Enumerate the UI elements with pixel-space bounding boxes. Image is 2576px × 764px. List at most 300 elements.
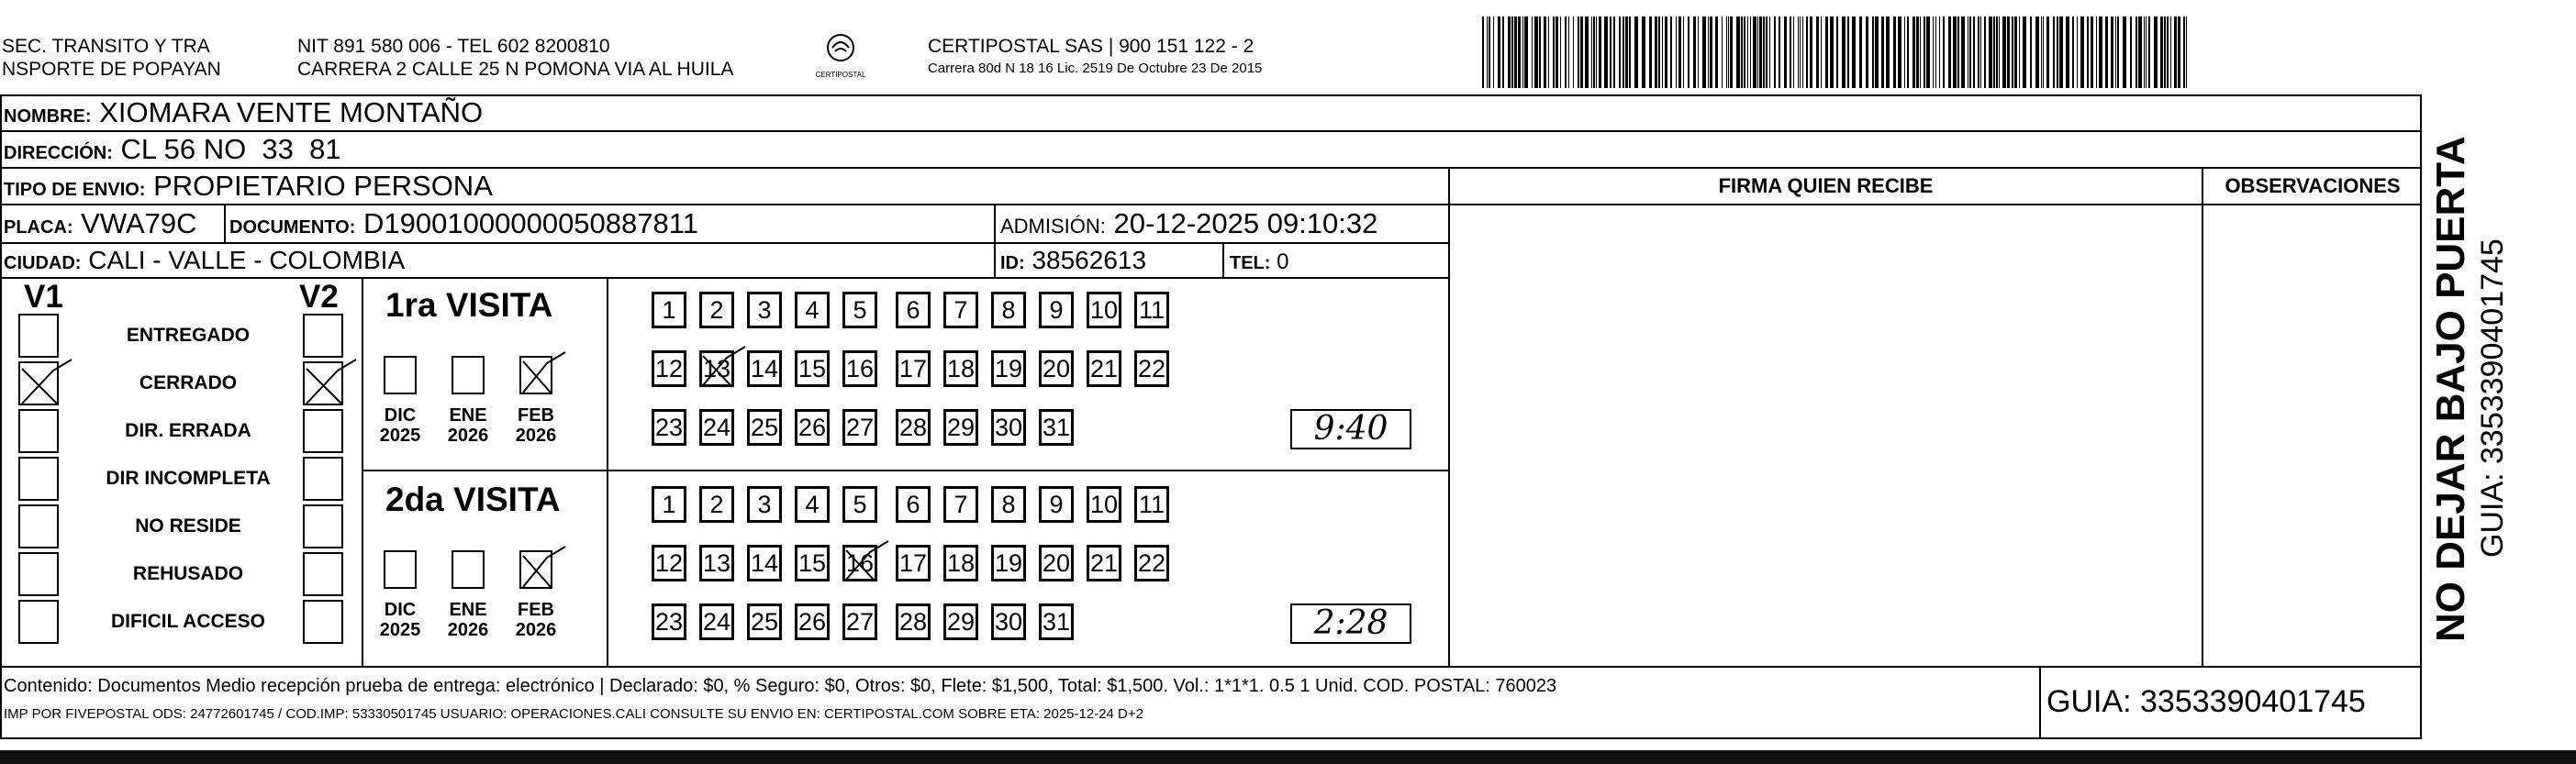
side-guia-number: GUIA: 3353390401745	[2475, 238, 2510, 558]
status-label: ENTREGADO	[126, 325, 251, 346]
barcode-bar	[1676, 17, 1677, 88]
second-visit-day-23[interactable]: 23	[652, 603, 686, 640]
barcode-bar	[1907, 17, 1909, 88]
barcode-bar	[1508, 17, 1511, 88]
status-label: DIR. ERRADA	[125, 420, 251, 441]
second-visit-day-21[interactable]: 21	[1087, 545, 1121, 581]
barcode-bar	[2057, 17, 2058, 88]
barcode-bar	[1933, 17, 1934, 88]
first-visit-day-1[interactable]: 1	[652, 292, 686, 328]
second-visit-day-22[interactable]: 22	[1134, 545, 1169, 581]
barcode-bar	[2080, 17, 2084, 88]
first-visit-day-22[interactable]: 22	[1134, 350, 1169, 387]
second-visit-month-checkbox[interactable]	[384, 550, 417, 589]
barcode-bar	[1769, 17, 1770, 88]
barcode-bar	[1872, 17, 1874, 88]
barcode-bar	[1816, 17, 1819, 88]
second-visit-day-13[interactable]: 13	[699, 545, 734, 581]
firma-area[interactable]	[1450, 205, 2202, 666]
barcode-bar	[1916, 17, 1919, 88]
barcode-bar	[1585, 17, 1589, 88]
second-visit-day-29[interactable]: 29	[943, 603, 978, 640]
barcode-bar	[2053, 17, 2055, 88]
barcode-bar	[1593, 17, 1595, 88]
second-visit-day-17[interactable]: 17	[896, 545, 931, 581]
direccion-field	[4, 133, 341, 170]
barcode-bar	[1821, 17, 1822, 88]
observaciones-area[interactable]	[2203, 205, 2422, 666]
second-visit-day-6[interactable]: 6	[896, 486, 931, 523]
first-visit-day-27[interactable]: 27	[842, 409, 877, 446]
barcode-bar	[2178, 17, 2180, 88]
tel-field	[1230, 246, 1288, 280]
barcode-bar	[1875, 17, 1879, 88]
barcode-bar	[1904, 17, 1905, 88]
barcode-bar	[1662, 17, 1663, 88]
barcode-bar	[1726, 17, 1727, 88]
month-label: FEB	[518, 405, 554, 426]
barcode-bar	[1939, 17, 1940, 88]
year-label: 2025	[379, 620, 421, 640]
barcode-bar	[1961, 17, 1965, 88]
barcode-bar	[1943, 17, 1945, 88]
barcode-bar	[1984, 17, 1986, 88]
barcode-bar	[2186, 17, 2187, 88]
v2-checkbox[interactable]	[303, 600, 343, 644]
barcode-bar	[2160, 17, 2163, 88]
carrier-line-2: Carrera 80d N 18 16 Lic. 2519 De Octubre 23 De 2015	[928, 61, 1263, 76]
barcode-bar	[1498, 17, 1500, 88]
barcode-bar	[1688, 17, 1689, 88]
barcode-bar	[1553, 17, 1555, 88]
barcode-bar	[2148, 17, 2150, 88]
second-visit-month-label	[440, 600, 496, 640]
month-label: ENE	[449, 600, 487, 620]
first-visit-day-9[interactable]: 9	[1039, 292, 1074, 328]
year-label: 2026	[515, 426, 557, 446]
barcode-bar	[2019, 17, 2020, 88]
barcode-bar	[2105, 17, 2108, 88]
bottom-edge-band	[0, 750, 2576, 764]
barcode-bar	[2023, 17, 2026, 88]
second-visit-day-18[interactable]: 18	[943, 545, 978, 581]
barcode-bar	[1532, 17, 1533, 88]
second-visit-day-8[interactable]: 8	[991, 486, 1026, 523]
month-label: ENE	[449, 405, 487, 426]
documento-value: D19001000000050887811	[363, 207, 698, 239]
first-visit-day-6[interactable]: 6	[896, 292, 931, 328]
first-visit-month-label	[440, 405, 496, 446]
tipo-envio-label: TIPO DE ENVIO:	[4, 180, 146, 200]
barcode-bar	[1514, 17, 1517, 88]
barcode-bar	[1806, 17, 1808, 88]
barcode-bar	[1658, 17, 1660, 88]
first-visit-day-24[interactable]: 24	[699, 409, 734, 446]
barcode-bar	[1518, 17, 1521, 88]
sender-address-line-1: NIT 891 580 006 - TEL 602 8200810	[297, 36, 610, 57]
first-visit-day-18[interactable]: 18	[943, 350, 978, 387]
first-visit-day-21[interactable]: 21	[1087, 350, 1121, 387]
v1-checkbox[interactable]	[18, 504, 59, 548]
v2-checkbox[interactable]	[303, 504, 343, 548]
barcode-bar	[1989, 17, 1992, 88]
barcode-bar	[1524, 17, 1528, 88]
barcode-bar	[1623, 17, 1624, 88]
placa-value: VWA79C	[81, 207, 197, 239]
barcode-bar	[1698, 17, 1699, 88]
barcode-bar	[1625, 17, 1628, 88]
v2-checkbox[interactable]	[303, 314, 343, 358]
barcode-bar	[1969, 17, 1971, 88]
barcode-bar	[1565, 17, 1567, 88]
first-visit-day-11[interactable]: 11	[1134, 292, 1169, 328]
barcode-bar	[1670, 17, 1672, 88]
second-visit-day-30[interactable]: 30	[991, 603, 1026, 640]
barcode-bar	[1487, 17, 1488, 88]
first-visit-month-label	[508, 405, 563, 446]
barcode-bar	[1655, 17, 1657, 88]
v1-checkbox[interactable]	[18, 457, 59, 501]
barcode-bar	[1924, 17, 1925, 88]
barcode-bar	[1999, 17, 2000, 88]
barcode-bar	[1912, 17, 1915, 88]
first-visit-month-label	[373, 405, 428, 446]
v1-checkbox[interactable]	[18, 361, 59, 405]
first-visit-day-16[interactable]: 16	[842, 350, 877, 387]
barcode-bar	[1482, 17, 1484, 88]
barcode-bar	[2035, 17, 2039, 88]
id-field	[1000, 244, 1146, 280]
barcode-bar	[1802, 17, 1803, 88]
barcode-bar	[1759, 17, 1762, 88]
barcode-bar	[1736, 17, 1740, 88]
barcode-bar	[2144, 17, 2145, 88]
v1-label: V1	[24, 279, 63, 315]
barcode-bar	[2136, 17, 2137, 88]
observaciones-header: OBSERVACIONES	[2225, 174, 2401, 197]
certipostal-logo	[815, 29, 866, 84]
month-label: DIC	[384, 600, 417, 620]
barcode	[1482, 17, 2191, 88]
second-visit-day-5[interactable]: 5	[842, 486, 877, 523]
barcode-bar	[2123, 17, 2126, 88]
sender-address-line-2: CARRERA 2 CALLE 25 N POMONA VIA AL HUILA	[297, 59, 734, 80]
first-visit-month-checkbox[interactable]	[384, 356, 417, 394]
barcode-bar	[1763, 17, 1765, 88]
year-label: 2026	[447, 620, 489, 640]
second-visit-day-1[interactable]: 1	[652, 486, 686, 523]
barcode-bar	[1800, 17, 1801, 88]
second-visit-day-31[interactable]: 31	[1039, 603, 1074, 640]
first-visit-title: 1ra VISITA	[385, 286, 553, 324]
status-label: DIR INCOMPLETA	[106, 468, 271, 489]
barcode-bar	[1596, 17, 1597, 88]
barcode-bar	[1741, 17, 1743, 88]
tipo-envio-field	[4, 170, 493, 206]
first-visit-day-26[interactable]: 26	[795, 409, 830, 446]
v2-checkbox[interactable]	[303, 409, 343, 453]
barcode-bar	[1757, 17, 1758, 88]
first-visit-day-10[interactable]: 10	[1087, 292, 1121, 328]
barcode-bar	[1715, 17, 1718, 88]
v2-checkbox[interactable]	[303, 457, 343, 501]
status-label: NO RESIDE	[135, 515, 241, 537]
second-visit-day-20[interactable]: 20	[1039, 545, 1074, 581]
barcode-bar	[1493, 17, 1494, 88]
ciudad-field	[4, 244, 405, 280]
barcode-bar	[2164, 17, 2166, 88]
second-visit-day-12[interactable]: 12	[652, 545, 686, 581]
second-visit-month-label	[373, 600, 428, 640]
second-visit-month-checkbox[interactable]	[452, 550, 485, 589]
barcode-bar	[2059, 17, 2063, 88]
barcode-bar	[1753, 17, 1756, 88]
barcode-bar	[2111, 17, 2113, 88]
second-visit-day-19[interactable]: 19	[991, 545, 1026, 581]
barcode-bar	[1744, 17, 1745, 88]
no-dejar-bajo-puerta-warning: NO DEJAR BAJO PUERTA	[2428, 136, 2473, 642]
v1-checkbox[interactable]	[18, 552, 59, 596]
first-visit-day-28[interactable]: 28	[896, 409, 931, 446]
first-visit-day-8[interactable]: 8	[991, 292, 1026, 328]
admision-value: 20-12-2025 09:10:32	[1113, 207, 1378, 239]
barcode-bar	[1886, 17, 1890, 88]
status-label: DIFICIL ACCESO	[110, 611, 265, 632]
barcode-bar	[1728, 17, 1729, 88]
barcode-bar	[2087, 17, 2089, 88]
barcode-bar	[1649, 17, 1652, 88]
first-visit-day-19[interactable]: 19	[991, 350, 1026, 387]
barcode-bar	[1578, 17, 1579, 88]
first-visit-day-3[interactable]: 3	[747, 292, 782, 328]
barcode-bar	[1881, 17, 1884, 88]
barcode-bar	[2117, 17, 2119, 88]
barcode-bar	[1560, 17, 1561, 88]
second-visit-day-26[interactable]: 26	[795, 603, 830, 640]
first-visit-day-23[interactable]: 23	[652, 409, 686, 446]
barcode-bar	[1534, 17, 1538, 88]
month-label: DIC	[384, 405, 417, 426]
barcode-bar	[2072, 17, 2074, 88]
barcode-bar	[1847, 17, 1849, 88]
second-visit-day-4[interactable]: 4	[795, 486, 830, 523]
documento-label: DOCUMENTO:	[229, 217, 356, 238]
barcode-bar	[2096, 17, 2097, 88]
first-visit-day-31[interactable]: 31	[1039, 409, 1074, 446]
carrier-line-1: CERTIPOSTAL SAS | 900 151 122 - 2	[928, 36, 1255, 57]
barcode-bar	[1784, 17, 1787, 88]
barcode-bar	[2091, 17, 2093, 88]
ciudad-value: CALI - VALLE - COLOMBIA	[88, 246, 406, 274]
second-visit-day-14[interactable]: 14	[747, 545, 782, 581]
direccion-value: CL 56 NO 33 81	[120, 133, 341, 165]
barcode-bar	[2007, 17, 2010, 88]
barcode-bar	[1842, 17, 1846, 88]
second-visit-day-27[interactable]: 27	[842, 603, 877, 640]
second-visit-day-15[interactable]: 15	[795, 545, 830, 581]
barcode-bar	[1859, 17, 1862, 88]
barcode-bar	[2002, 17, 2006, 88]
direccion-label: DIRECCIÓN:	[4, 143, 113, 163]
id-label: ID:	[1000, 253, 1025, 273]
barcode-bar	[2043, 17, 2044, 88]
barcode-bar	[1798, 17, 1799, 88]
barcode-bar	[1926, 17, 1930, 88]
first-visit-day-7[interactable]: 7	[943, 292, 978, 328]
second-visit-day-2[interactable]: 2	[699, 486, 734, 523]
barcode-bar	[2041, 17, 2042, 88]
first-visit-day-29[interactable]: 29	[943, 409, 978, 446]
firma-header: FIRMA QUIEN RECIBE	[1718, 174, 1934, 197]
v1-checkbox[interactable]	[18, 409, 59, 453]
barcode-bar	[1556, 17, 1558, 88]
barcode-bar	[1568, 17, 1569, 88]
second-visit-day-7[interactable]: 7	[943, 486, 978, 523]
barcode-bar	[1604, 17, 1608, 88]
sender-line-2: NSPORTE DE POPAYAN	[2, 59, 221, 80]
second-visit-day-16[interactable]: 16	[842, 545, 877, 581]
barcode-bar	[2012, 17, 2013, 88]
first-visit-month-checkbox[interactable]	[519, 356, 552, 394]
first-visit-month-checkbox[interactable]	[452, 356, 485, 394]
tel-value: 0	[1277, 249, 1289, 274]
first-visit-day-2[interactable]: 2	[699, 292, 734, 328]
barcode-bar	[1948, 17, 1951, 88]
barcode-bar	[1665, 17, 1667, 88]
tipo-envio-value: PROPIETARIO PERSONA	[153, 170, 493, 202]
barcode-bar	[1980, 17, 1981, 88]
barcode-bar	[1779, 17, 1780, 88]
second-visit-day-11[interactable]: 11	[1134, 486, 1169, 523]
v2-label: V2	[299, 279, 339, 315]
barcode-bar	[1810, 17, 1812, 88]
barcode-bar	[1502, 17, 1504, 88]
first-visit-day-13[interactable]: 13	[699, 350, 734, 387]
barcode-bar	[1619, 17, 1621, 88]
barcode-bar	[1973, 17, 1975, 88]
second-visit-month-checkbox[interactable]	[519, 550, 552, 589]
barcode-bar	[1836, 17, 1838, 88]
barcode-bar	[1774, 17, 1776, 88]
id-value: 38562613	[1032, 246, 1147, 274]
barcode-bar	[1634, 17, 1638, 88]
first-visit-day-4[interactable]: 4	[795, 292, 830, 328]
year-label: 2026	[515, 620, 557, 640]
barcode-bar	[1693, 17, 1696, 88]
barcode-bar	[1750, 17, 1751, 88]
year-label: 2026	[447, 426, 489, 446]
barcode-bar	[1957, 17, 1959, 88]
second-visit-day-24[interactable]: 24	[699, 603, 734, 640]
barcode-bar	[1866, 17, 1868, 88]
barcode-bar	[2183, 17, 2185, 88]
v2-checkbox[interactable]	[303, 361, 343, 405]
documento-field	[229, 207, 698, 244]
barcode-bar	[1702, 17, 1706, 88]
barcode-bar	[1898, 17, 1901, 88]
barcode-bar	[1522, 17, 1523, 88]
year-label: 2025	[379, 426, 421, 446]
barcode-bar	[1730, 17, 1733, 88]
second-visit-month-label	[508, 600, 563, 640]
barcode-bar	[1629, 17, 1631, 88]
barcode-bar	[2030, 17, 2032, 88]
barcode-bar	[2115, 17, 2116, 88]
second-visit-title: 2da VISITA	[385, 481, 561, 518]
second-visit-day-25[interactable]: 25	[747, 603, 782, 640]
barcode-bar	[2046, 17, 2049, 88]
first-visit-day-14[interactable]: 14	[747, 350, 782, 387]
barcode-bar	[1610, 17, 1611, 88]
svg-text:CERTIPOSTAL: CERTIPOSTAL	[815, 71, 866, 79]
nombre-field	[4, 96, 483, 133]
barcode-bar	[1613, 17, 1615, 88]
first-visit-day-25[interactable]: 25	[747, 409, 782, 446]
barcode-bar	[1996, 17, 1998, 88]
second-visit-handwritten-time: 2:28	[1290, 603, 1411, 644]
barcode-bar	[1539, 17, 1541, 88]
v2-checkbox[interactable]	[303, 552, 343, 596]
barcode-bar	[2174, 17, 2177, 88]
barcode-bar	[1683, 17, 1684, 88]
first-visit-day-30[interactable]: 30	[991, 409, 1026, 446]
barcode-bar	[1642, 17, 1645, 88]
barcode-bar	[1766, 17, 1768, 88]
barcode-bar	[1722, 17, 1723, 88]
tel-label: TEL:	[1230, 253, 1271, 273]
barcode-bar	[2170, 17, 2171, 88]
barcode-bar	[1953, 17, 1957, 88]
sender-line-1: SEC. TRANSITO Y TRA	[2, 36, 210, 57]
barcode-bar	[1708, 17, 1709, 88]
v1-checkbox[interactable]	[18, 314, 59, 358]
barcode-bar	[2077, 17, 2078, 88]
second-visit-day-3[interactable]: 3	[747, 486, 782, 523]
barcode-bar	[1747, 17, 1748, 88]
barcode-bar	[2138, 17, 2142, 88]
barcode-bar	[2099, 17, 2102, 88]
barcode-bar	[1793, 17, 1794, 88]
barcode-bar	[1599, 17, 1601, 88]
second-visit-day-28[interactable]: 28	[896, 603, 931, 640]
second-visit-day-9[interactable]: 9	[1039, 486, 1074, 523]
status-label: REHUSADO	[132, 563, 244, 584]
barcode-bar	[1511, 17, 1513, 88]
barcode-bar	[1489, 17, 1490, 88]
barcode-bar	[1893, 17, 1896, 88]
placa-label: PLACA:	[4, 217, 73, 238]
second-visit-day-10[interactable]: 10	[1087, 486, 1121, 523]
footer-guia-box: GUIA: 3353390401745	[2046, 684, 2366, 719]
first-visit-day-12[interactable]: 12	[652, 350, 686, 387]
barcode-bar	[1920, 17, 1921, 88]
first-visit-day-17[interactable]: 17	[896, 350, 931, 387]
status-label: CERRADO	[139, 372, 238, 393]
first-visit-day-15[interactable]: 15	[795, 350, 830, 387]
barcode-bar	[1993, 17, 1995, 88]
v1-checkbox[interactable]	[18, 600, 59, 644]
ciudad-label: CIUDAD:	[4, 253, 82, 273]
barcode-bar	[2066, 17, 2069, 88]
barcode-bar	[1580, 17, 1583, 88]
barcode-bar	[1830, 17, 1834, 88]
first-visit-day-20[interactable]: 20	[1039, 350, 1074, 387]
barcode-bar	[1544, 17, 1546, 88]
footer-impresion: IMP POR FIVEPOSTAL ODS: 24772601745 / COD.IMP: 53330501745 USUARIO: OPERACIONES.CALI CONSULTE SU ENVIO EN: CERTIPOSTAL.COM SOBRE ETA: 2025-12-24 D+2	[4, 706, 1143, 722]
footer-contenido: Contenido: Documentos Medio recepción prueba de entrega: electrónico | Declarado: $0, % Seguro: $0, Otros: $0, Flete: $1,500, Total: $1,500. Vol.: 1*1*1. 0.5 1 Unid. COD. POSTAL: 760023	[4, 676, 1557, 696]
first-visit-day-5[interactable]: 5	[842, 292, 877, 328]
barcode-bar	[1573, 17, 1574, 88]
